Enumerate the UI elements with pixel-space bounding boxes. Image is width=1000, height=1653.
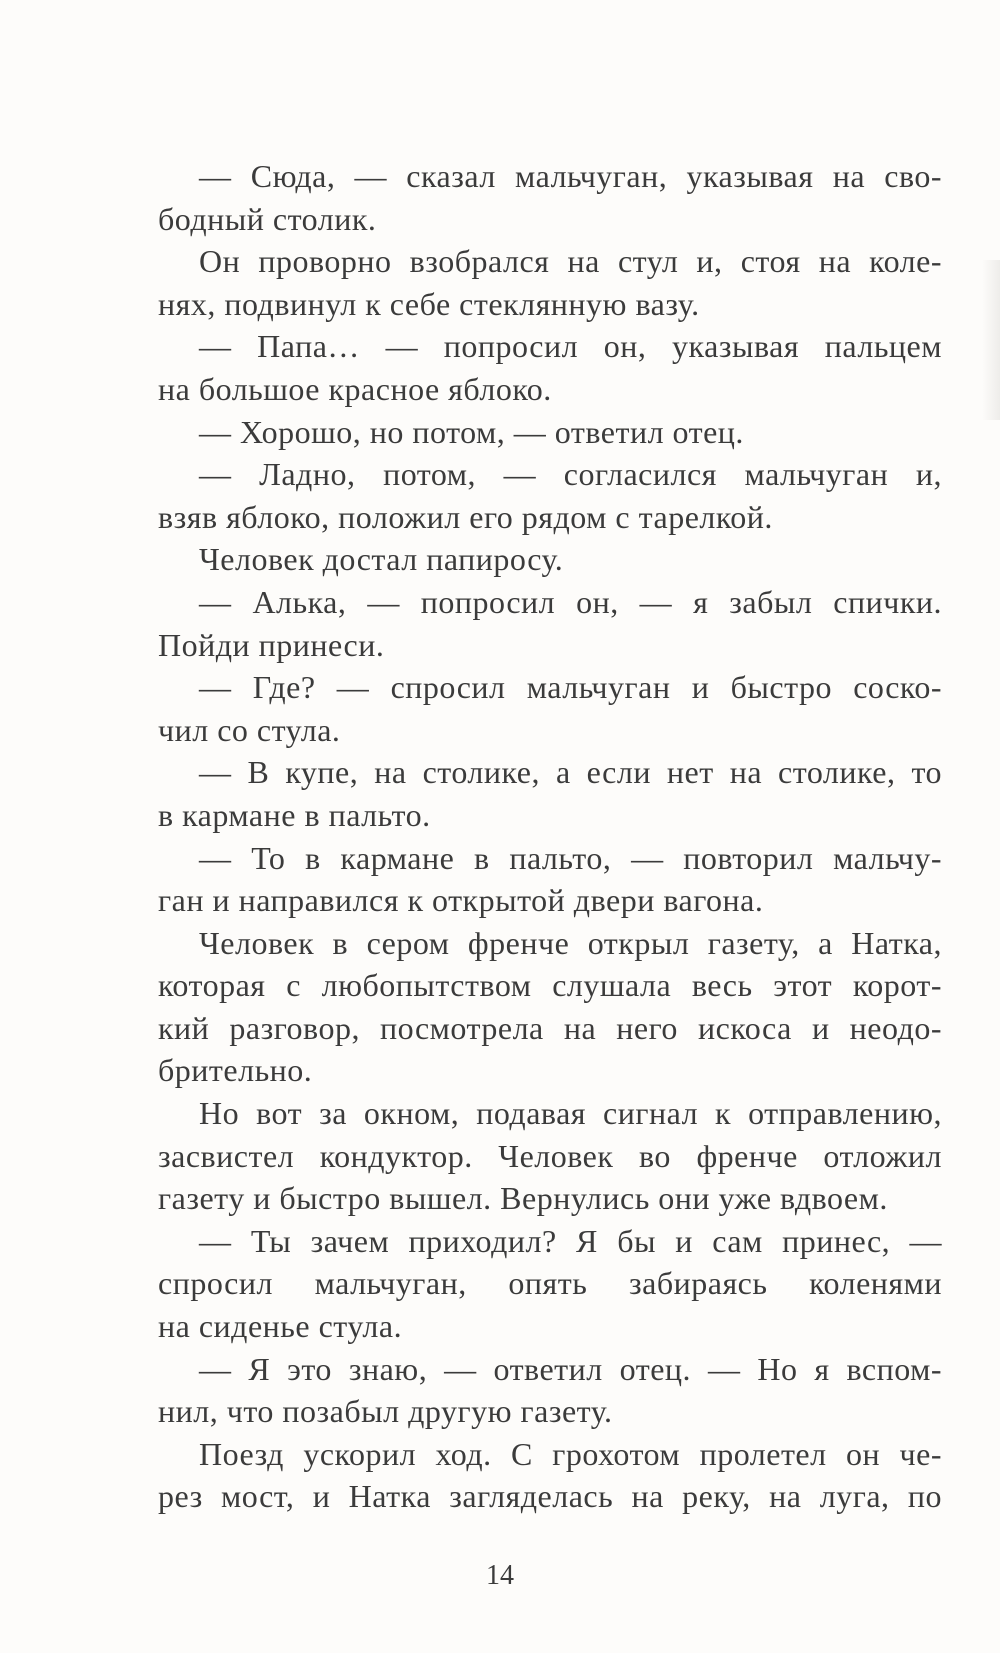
paragraph bbox=[158, 1220, 942, 1348]
paragraph bbox=[158, 1433, 942, 1518]
text-line: брительно. bbox=[158, 1052, 313, 1089]
paragraph bbox=[158, 325, 942, 410]
text-line: — Ты зачем приходил? Я бы и сам принес, — bbox=[199, 1222, 942, 1259]
text-line: — Хорошо, но потом, — ответил отец. bbox=[199, 413, 744, 450]
text-line: ган и направился к открытой двери вагона. bbox=[158, 882, 764, 919]
page-edge-shadow bbox=[982, 260, 1000, 420]
text-line: нил, что позабыл другую газету. bbox=[158, 1393, 613, 1430]
paragraph bbox=[158, 155, 942, 240]
paragraph bbox=[158, 666, 942, 751]
text-line: — Алька, — попросил он, — я забыл спички. bbox=[199, 583, 942, 620]
text-line: на сиденье стула. bbox=[158, 1308, 403, 1345]
text-line: нях, подвинул к себе стеклянную вазу. bbox=[158, 285, 700, 322]
text-line: Он проворно взобрался на стул и, стоя на коле- bbox=[199, 243, 942, 280]
paragraph bbox=[158, 538, 942, 581]
text-line: Пойди принеси. bbox=[158, 626, 385, 663]
paragraph bbox=[158, 453, 942, 538]
text-line: Но вот за окном, подавая сигнал к отправлению, bbox=[199, 1095, 942, 1132]
text-line: рез мост, и Натка загляделась на реку, на луга, по bbox=[158, 1478, 942, 1515]
paragraph bbox=[158, 751, 942, 836]
text-line: которая с любопытством слушала весь этот корот- bbox=[158, 967, 942, 1004]
text-line: Человек достал папиросу. bbox=[199, 541, 564, 578]
text-line: спросил мальчуган, опять забираясь коленями bbox=[158, 1265, 942, 1302]
text-line: в кармане в пальто. bbox=[158, 796, 431, 833]
paragraph bbox=[158, 922, 942, 1092]
page-number: 14 bbox=[486, 1560, 514, 1591]
paragraph bbox=[158, 837, 942, 922]
text-line: — Я это знаю, — ответил отец. — Но я вспом- bbox=[199, 1350, 942, 1387]
paragraph bbox=[158, 411, 942, 454]
paragraph bbox=[158, 240, 942, 325]
text-line: кий разговор, посмотрела на него искоса и неодо- bbox=[158, 1009, 942, 1046]
text-line: чил со стула. bbox=[158, 711, 341, 748]
paragraph bbox=[158, 581, 942, 666]
text-line: — В купе, на столике, а если нет на столике, то bbox=[199, 754, 942, 791]
text-line: — Папа… — попросил он, указывая пальцем bbox=[199, 328, 942, 365]
text-line: бодный столик. bbox=[158, 200, 377, 237]
text-line: взяв яблоко, положил его рядом с тарелкой. bbox=[158, 498, 773, 535]
text-line: — То в кармане в пальто, — повторил мальчу- bbox=[199, 839, 942, 876]
text-line: Поезд ускорил ход. С грохотом пролетел он че- bbox=[199, 1435, 942, 1472]
text-line: — Ладно, потом, — согласился мальчуган и, bbox=[199, 456, 942, 493]
paragraph bbox=[158, 1092, 942, 1220]
body-text bbox=[158, 155, 942, 1518]
text-line: засвистел кондуктор. Человек во френче отложил bbox=[158, 1137, 942, 1174]
text-line: на большое красное яблоко. bbox=[158, 370, 552, 407]
text-line: Человек в сером френче открыл газету, а Натка, bbox=[199, 924, 942, 961]
text-line: — Где? — спросил мальчуган и быстро соско- bbox=[199, 669, 942, 706]
text-line: — Сюда, — сказал мальчуган, указывая на сво- bbox=[199, 158, 942, 194]
paragraph bbox=[158, 1348, 942, 1433]
text-line: газету и быстро вышел. Вернулись они уже вдвоем. bbox=[158, 1180, 888, 1217]
